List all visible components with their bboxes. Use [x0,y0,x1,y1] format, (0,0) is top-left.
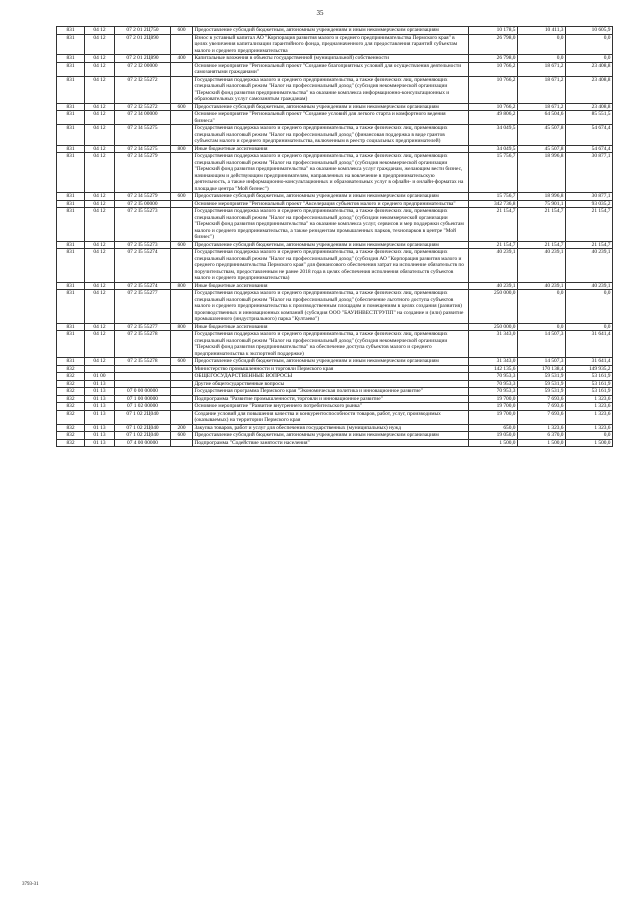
cell-department-code: 831 [57,200,85,208]
table-row [57,55,613,63]
cell-amount-year-2: 14 507,3 [518,331,566,358]
cell-amount-year-2: 1 500,0 [518,439,566,447]
cell-name: Закупка товаров, работ и услуг для обеспечения государственных (муниципальных) нужд [193,424,469,432]
cell-expense-type [171,373,193,381]
cell-target-article: 07 2 I5 55277 [115,323,171,331]
cell-department-code: 832 [57,395,85,403]
cell-name: Предоставление субсидий бюджетным, автономным учреждениям и иным некоммерческим организациям [193,432,469,440]
cell-target-article: 07 2 I2 55272 [115,103,171,111]
cell-amount-year-1: 19 050,0 [469,432,518,440]
cell-name: Взнос в уставный капитал АО "Корпорация развития малого и среднего предпринимательства Пермского края" в целях увеличения капитализации гарантийного фонда, предназначенного для предоставления гарантий субъектам малого и среднего предпринимательства [193,34,469,55]
cell-section-code: 04 12 [85,145,115,153]
cell-amount-year-1: 342 736,8 [469,200,518,208]
cell-section-code: 04 12 [85,241,115,249]
cell-name: Предоставление субсидий бюджетным, автономным учреждениям и иным некоммерческим организациям [193,193,469,201]
cell-amount-year-3: 23 408,8 [566,76,613,103]
cell-amount-year-2: 18 996,8 [518,193,566,201]
table-row [57,380,613,388]
cell-amount-year-2: 7 693,6 [518,410,566,424]
cell-section-code: 01 13 [85,388,115,396]
cell-section-code: 04 12 [85,282,115,290]
cell-section-code: 01 13 [85,380,115,388]
cell-amount-year-1: 250 000,0 [469,323,518,331]
cell-name: Предоставление субсидий бюджетным, автономным учреждениям и иным некоммерческим организациям [193,27,469,35]
cell-section-code: 04 12 [85,62,115,76]
cell-target-article: 07 1 02 2Ц040 [115,410,171,424]
cell-target-article: 07 2 I5 55278 [115,358,171,366]
cell-section-code: 04 12 [85,153,115,193]
cell-amount-year-2: 45 507,8 [518,125,566,146]
cell-department-code: 832 [57,388,85,396]
cell-name: Основное мероприятие "Региональный проект "Создание условий для легкого старта и комфортного ведения бизнеса" [193,111,469,125]
cell-expense-type: 600 [171,358,193,366]
table-row [57,153,613,193]
cell-section-code: 04 12 [85,125,115,146]
cell-name: Подпрограмма "Развитие промышленности, торговли и инновационное развитие" [193,395,469,403]
cell-name: Создание условий для повышения качества и конкурентоспособности товаров, работ, услуг, производимых (оказываемых) на территории Пермского края [193,410,469,424]
table-row [57,193,613,201]
cell-amount-year-1: 21 154,7 [469,208,518,242]
cell-amount-year-2: 59 531,9 [518,388,566,396]
cell-amount-year-1: 70 953,3 [469,388,518,396]
cell-target-article: 07 1 02 00000 [115,403,171,411]
cell-department-code: 831 [57,331,85,358]
cell-name: Предоставление субсидий бюджетным, автономным учреждениям и иным некоммерческим организациям [193,103,469,111]
cell-department-code: 831 [57,358,85,366]
cell-target-article [115,365,171,373]
cell-amount-year-3: 54 674,4 [566,145,613,153]
cell-department-code: 831 [57,153,85,193]
cell-expense-type [171,380,193,388]
cell-amount-year-3: 0,0 [566,290,613,324]
cell-department-code: 831 [57,55,85,63]
table-row [57,365,613,373]
cell-amount-year-2: 59 531,9 [518,373,566,381]
table-row [57,27,613,35]
cell-amount-year-2: 18 671,2 [518,103,566,111]
cell-amount-year-3: 93 035,2 [566,200,613,208]
cell-department-code: 831 [57,125,85,146]
footer-code: 3793-31 [22,882,39,887]
cell-expense-type [171,76,193,103]
cell-amount-year-2: 64 504,6 [518,111,566,125]
cell-amount-year-3: 40 239,1 [566,249,613,283]
cell-amount-year-1: 10 766,2 [469,103,518,111]
table-row [57,111,613,125]
cell-amount-year-3: 1 323,6 [566,403,613,411]
cell-name: Другие общегосударственные вопросы [193,380,469,388]
cell-name: Иные бюджетные ассигнования [193,145,469,153]
cell-amount-year-1: 70 953,3 [469,373,518,381]
cell-target-article: 07 1 02 2Ц040 [115,432,171,440]
table-row [57,388,613,396]
cell-expense-type [171,34,193,55]
cell-target-article: 07 2 I2 00000 [115,62,171,76]
cell-amount-year-1: 19 700,0 [469,410,518,424]
cell-expense-type: 600 [171,432,193,440]
table-row [57,439,613,447]
cell-department-code: 831 [57,208,85,242]
cell-section-code: 04 12 [85,208,115,242]
cell-expense-type: 600 [171,241,193,249]
cell-target-article: 07 1 00 00000 [115,395,171,403]
cell-amount-year-3: 21 154,7 [566,208,613,242]
cell-amount-year-1: 40 239,1 [469,249,518,283]
cell-expense-type [171,403,193,411]
cell-amount-year-2: 18 671,2 [518,76,566,103]
cell-target-article: 07 2 I4 55275 [115,145,171,153]
cell-section-code: 01 13 [85,439,115,447]
cell-amount-year-2: 21 154,7 [518,241,566,249]
cell-department-code: 831 [57,249,85,283]
cell-amount-year-1: 142 135,6 [469,365,518,373]
cell-department-code: 831 [57,111,85,125]
cell-name: Государственная поддержка малого и среднего предпринимательства, а также физических лиц, применяющих специальный налоговый режим "Налог на профессиональный доход" (субсидия АО "Корпорация развития малого и среднего предпринимательства Пермского края" для финансового обеспечения затрат на исполнение обязательств по поручительствам, предоставленным не ранее 2018 года в целях обеспечения исполнения обязательств субъектов малого и среднего предпринимательства) [193,249,469,283]
cell-expense-type: 800 [171,145,193,153]
table-row [57,208,613,242]
cell-expense-type: 800 [171,323,193,331]
cell-section-code [85,365,115,373]
cell-amount-year-2: 21 154,7 [518,208,566,242]
cell-amount-year-2: 0,0 [518,290,566,324]
cell-amount-year-3: 23 408,8 [566,103,613,111]
cell-amount-year-2: 7 693,6 [518,395,566,403]
cell-expense-type: 800 [171,282,193,290]
cell-department-code: 832 [57,380,85,388]
cell-amount-year-3: 1 323,6 [566,395,613,403]
cell-amount-year-3: 10 605,9 [566,27,613,35]
cell-amount-year-2: 40 239,1 [518,282,566,290]
cell-section-code: 01 13 [85,424,115,432]
cell-amount-year-3: 53 161,9 [566,380,613,388]
cell-amount-year-3: 30 877,1 [566,193,613,201]
cell-department-code: 832 [57,432,85,440]
table-row [57,403,613,411]
cell-expense-type: 600 [171,103,193,111]
cell-expense-type: 200 [171,424,193,432]
cell-department-code: 831 [57,282,85,290]
cell-section-code: 04 12 [85,27,115,35]
cell-target-article: 07 2 I4 55279 [115,193,171,201]
cell-section-code: 04 12 [85,200,115,208]
cell-name: Государственная программа Пермского края "Экономическая политика и инновационное развитие" [193,388,469,396]
cell-expense-type [171,388,193,396]
cell-department-code: 832 [57,373,85,381]
cell-section-code: 04 12 [85,103,115,111]
cell-amount-year-3: 30 877,1 [566,153,613,193]
cell-amount-year-2: 59 531,9 [518,380,566,388]
cell-target-article: 07 0 00 00000 [115,388,171,396]
table-row [57,358,613,366]
cell-name: Иные бюджетные ассигнования [193,282,469,290]
cell-expense-type [171,331,193,358]
cell-target-article: 07 2 I4 55279 [115,153,171,193]
cell-section-code: 04 12 [85,111,115,125]
cell-section-code: 04 12 [85,193,115,201]
cell-name: Государственная поддержка малого и среднего предпринимательства, а также физических лиц, применяющих специальный налоговый режим "Налог на профессиональный доход" (обеспечение льготного доступа субъектов малого и среднего предпринимательства к производственным площадям и помещениям в целях создания (развития) производственных и инновационных компаний (субсидия ООО "БАУИНВЕСТГРУПП" на создание и (или) развитие промышленного (индустриального) парка "Култаево") [193,290,469,324]
cell-department-code: 831 [57,76,85,103]
cell-amount-year-2: 6 370,0 [518,432,566,440]
cell-amount-year-1: 250 000,0 [469,290,518,324]
table-row [57,331,613,358]
cell-target-article: 07 2 01 2Ц890 [115,55,171,63]
cell-department-code: 831 [57,103,85,111]
cell-amount-year-2: 18 996,8 [518,153,566,193]
cell-amount-year-1: 19 700,0 [469,403,518,411]
cell-amount-year-3: 1 500,0 [566,439,613,447]
table-row [57,323,613,331]
cell-name: Подпрограмма "Содействие занятости населения" [193,439,469,447]
table-row [57,241,613,249]
table-row [57,432,613,440]
cell-amount-year-3: 0,0 [566,34,613,55]
cell-amount-year-1: 10 178,5 [469,27,518,35]
cell-target-article: 07 2 I5 55278 [115,331,171,358]
table-row [57,249,613,283]
cell-target-article: 07 2 01 2Ц750 [115,27,171,35]
cell-section-code: 01 13 [85,432,115,440]
table-row [57,125,613,146]
cell-amount-year-1: 19 700,0 [469,395,518,403]
cell-amount-year-3: 0,0 [566,323,613,331]
cell-name: Капитальные вложения в объекты государственной (муниципальной) собственности [193,55,469,63]
cell-name: Государственная поддержка малого и среднего предпринимательства, а также физических лиц, применяющих специальный налоговый режим "Налог на профессиональный доход" (субсидия некоммерческой организации "Пермский фонд развития предпринимательства" на обеспечение доступа субъектов малого и среднего предпринимательства к экспортной поддержке) [193,331,469,358]
cell-department-code: 831 [57,62,85,76]
cell-amount-year-3: 149 935,2 [566,365,613,373]
cell-department-code: 831 [57,193,85,201]
cell-amount-year-3: 85 551,5 [566,111,613,125]
cell-amount-year-1: 1 500,0 [469,439,518,447]
table-row [57,76,613,103]
cell-amount-year-3: 1 323,6 [566,410,613,424]
cell-name: Государственная поддержка малого и среднего предпринимательства, а также физических лиц, применяющих специальный налоговый режим "Налог на профессиональный доход" (субсидии некоммерческой организации "Пермский фонд развития предпринимательства" на оказание комплекса услуг, сервисов и мер поддержки субъектам малого и среднего предпринимательства, а также резидентам промышленных парков, технопарков в центре "Мой бизнес") [193,208,469,242]
cell-section-code: 04 12 [85,34,115,55]
table-row [57,34,613,55]
cell-section-code: 04 12 [85,358,115,366]
cell-name: Иные бюджетные ассигнования [193,323,469,331]
cell-amount-year-2: 14 507,3 [518,358,566,366]
cell-name: ОБЩЕГОСУДАРСТВЕННЫЕ ВОПРОСЫ [193,373,469,381]
cell-amount-year-3: 1 323,6 [566,424,613,432]
cell-section-code: 04 12 [85,290,115,324]
cell-amount-year-1: 10 766,2 [469,76,518,103]
cell-expense-type [171,111,193,125]
cell-expense-type [171,395,193,403]
cell-target-article: 07 2 I5 55273 [115,208,171,242]
cell-amount-year-3: 0,0 [566,55,613,63]
cell-amount-year-1: 31 343,0 [469,358,518,366]
cell-amount-year-1: 49 806,2 [469,111,518,125]
cell-amount-year-2: 45 507,8 [518,145,566,153]
cell-department-code: 832 [57,403,85,411]
cell-target-article: 07 2 01 2Ц890 [115,34,171,55]
cell-amount-year-1: 34 049,5 [469,145,518,153]
cell-expense-type [171,62,193,76]
cell-target-article: 07 2 I4 55275 [115,125,171,146]
cell-amount-year-1: 34 049,5 [469,125,518,146]
cell-department-code: 831 [57,145,85,153]
cell-amount-year-2: 0,0 [518,323,566,331]
cell-target-article [115,373,171,381]
cell-amount-year-3: 31 641,4 [566,358,613,366]
cell-target-article: 07 2 I5 55274 [115,282,171,290]
cell-department-code: 831 [57,241,85,249]
table-row [57,145,613,153]
cell-amount-year-3: 31 641,4 [566,331,613,358]
cell-expense-type [171,290,193,324]
cell-name: Предоставление субсидий бюджетным, автономным учреждениям и иным некоммерческим организациям [193,358,469,366]
cell-department-code: 832 [57,439,85,447]
table-row [57,410,613,424]
table-row [57,424,613,432]
cell-department-code: 832 [57,424,85,432]
cell-amount-year-1: 31 343,0 [469,331,518,358]
cell-amount-year-1: 21 154,7 [469,241,518,249]
cell-section-code: 01 13 [85,395,115,403]
cell-amount-year-3: 53 161,9 [566,388,613,396]
cell-amount-year-1: 26 798,0 [469,55,518,63]
cell-name: Основное мероприятие "Региональный проект "Создание благоприятных условий для осуществления деятельности самозанятыми гражданами" [193,62,469,76]
table-row [57,395,613,403]
cell-amount-year-2: 18 671,2 [518,62,566,76]
cell-name: Основное мероприятие "Развитие внутреннего потребительского рынка" [193,403,469,411]
cell-target-article: 07 2 I2 55272 [115,76,171,103]
cell-expense-type [171,410,193,424]
cell-expense-type [171,200,193,208]
cell-expense-type [171,208,193,242]
cell-amount-year-1: 15 756,7 [469,193,518,201]
cell-target-article: 07 2 I5 55274 [115,249,171,283]
cell-target-article: 07 1 02 2Ц040 [115,424,171,432]
cell-name: Министерство промышленности и торговли Пермского края [193,365,469,373]
cell-expense-type [171,153,193,193]
cell-target-article: 07 2 I5 00000 [115,200,171,208]
cell-name: Государственная поддержка малого и среднего предпринимательства, а также физических лиц, применяющих специальный налоговый режим "Налог на профессиональный доход" (финансовая поддержка в виде грантов субъектам малого и среднего предпринимательства, включенным в реестр социальных предпринимателей) [193,125,469,146]
cell-amount-year-1: 70 953,3 [469,380,518,388]
cell-section-code: 04 12 [85,76,115,103]
cell-expense-type: 600 [171,27,193,35]
cell-department-code: 831 [57,290,85,324]
cell-amount-year-3: 23 408,8 [566,62,613,76]
cell-amount-year-1: 650,0 [469,424,518,432]
cell-section-code: 01 00 [85,373,115,381]
budget-table [56,26,613,447]
cell-amount-year-2: 0,0 [518,34,566,55]
cell-expense-type: 400 [171,55,193,63]
cell-department-code: 831 [57,323,85,331]
table-row [57,200,613,208]
cell-target-article: 07 4 00 00000 [115,439,171,447]
cell-amount-year-2: 7 693,6 [518,403,566,411]
cell-target-article: 07 2 I4 00000 [115,111,171,125]
table-row [57,282,613,290]
cell-name: Предоставление субсидий бюджетным, автономным учреждениям и иным некоммерческим организациям [193,241,469,249]
cell-amount-year-2: 10 411,3 [518,27,566,35]
cell-amount-year-3: 54 674,4 [566,125,613,146]
cell-expense-type [171,439,193,447]
cell-amount-year-3: 53 161,9 [566,373,613,381]
cell-amount-year-2: 170 138,4 [518,365,566,373]
cell-amount-year-3: 21 154,7 [566,241,613,249]
cell-target-article: 07 2 I5 55273 [115,241,171,249]
table-row [57,103,613,111]
cell-amount-year-3: 0,0 [566,432,613,440]
cell-department-code: 831 [57,27,85,35]
cell-amount-year-1: 15 756,7 [469,153,518,193]
cell-target-article: 07 2 I5 55277 [115,290,171,324]
table-body [57,27,613,447]
cell-amount-year-2: 75 901,1 [518,200,566,208]
cell-expense-type: 600 [171,193,193,201]
cell-amount-year-1: 26 798,0 [469,34,518,55]
cell-amount-year-2: 0,0 [518,55,566,63]
cell-amount-year-2: 1 323,6 [518,424,566,432]
cell-amount-year-1: 40 239,1 [469,282,518,290]
cell-name: Основное мероприятие "Региональный проект "Акселерация субъектов малого и среднего предпринимательства" [193,200,469,208]
cell-amount-year-1: 10 766,2 [469,62,518,76]
cell-section-code: 04 12 [85,331,115,358]
cell-expense-type [171,365,193,373]
table-row [57,62,613,76]
cell-department-code: 832 [57,410,85,424]
cell-section-code: 04 12 [85,249,115,283]
cell-name: Государственная поддержка малого и среднего предпринимательства, а также физических лиц, применяющих специальный налоговый режим "Налог на профессиональный доход" (субсидия некоммерческой организации "Пермский фонд развития предпринимательства" на оказание комплекса информационно-консультационных и образовательных услуг самозанятым гражданам) [193,76,469,103]
cell-department-code: 832 [57,365,85,373]
cell-section-code: 04 12 [85,55,115,63]
cell-target-article [115,380,171,388]
cell-amount-year-3: 40 239,1 [566,282,613,290]
cell-department-code: 831 [57,34,85,55]
cell-name: Государственная поддержка малого и среднего предпринимательства, а также физических лиц, применяющих специальный налоговый режим "Налог на профессиональный доход" (субсидия некоммерческой организации "Пермский фонд развития предпринимательства" на оказание комплекса услуг гражданам, желающим вести бизнес, начинающим и действующим предпринимателям, направленных на вовлечение в предпринимательскую деятельность, а также информационно-консультационных и образовательных услуг в офлайн- и онлайн-форматах на площадке центра "Мой бизнес") [193,153,469,193]
cell-amount-year-2: 40 239,1 [518,249,566,283]
page-number: 35 [316,9,324,17]
cell-expense-type [171,125,193,146]
cell-section-code: 01 13 [85,410,115,424]
table-row [57,290,613,324]
table-row [57,373,613,381]
cell-expense-type [171,249,193,283]
cell-section-code: 01 13 [85,403,115,411]
cell-section-code: 04 12 [85,323,115,331]
